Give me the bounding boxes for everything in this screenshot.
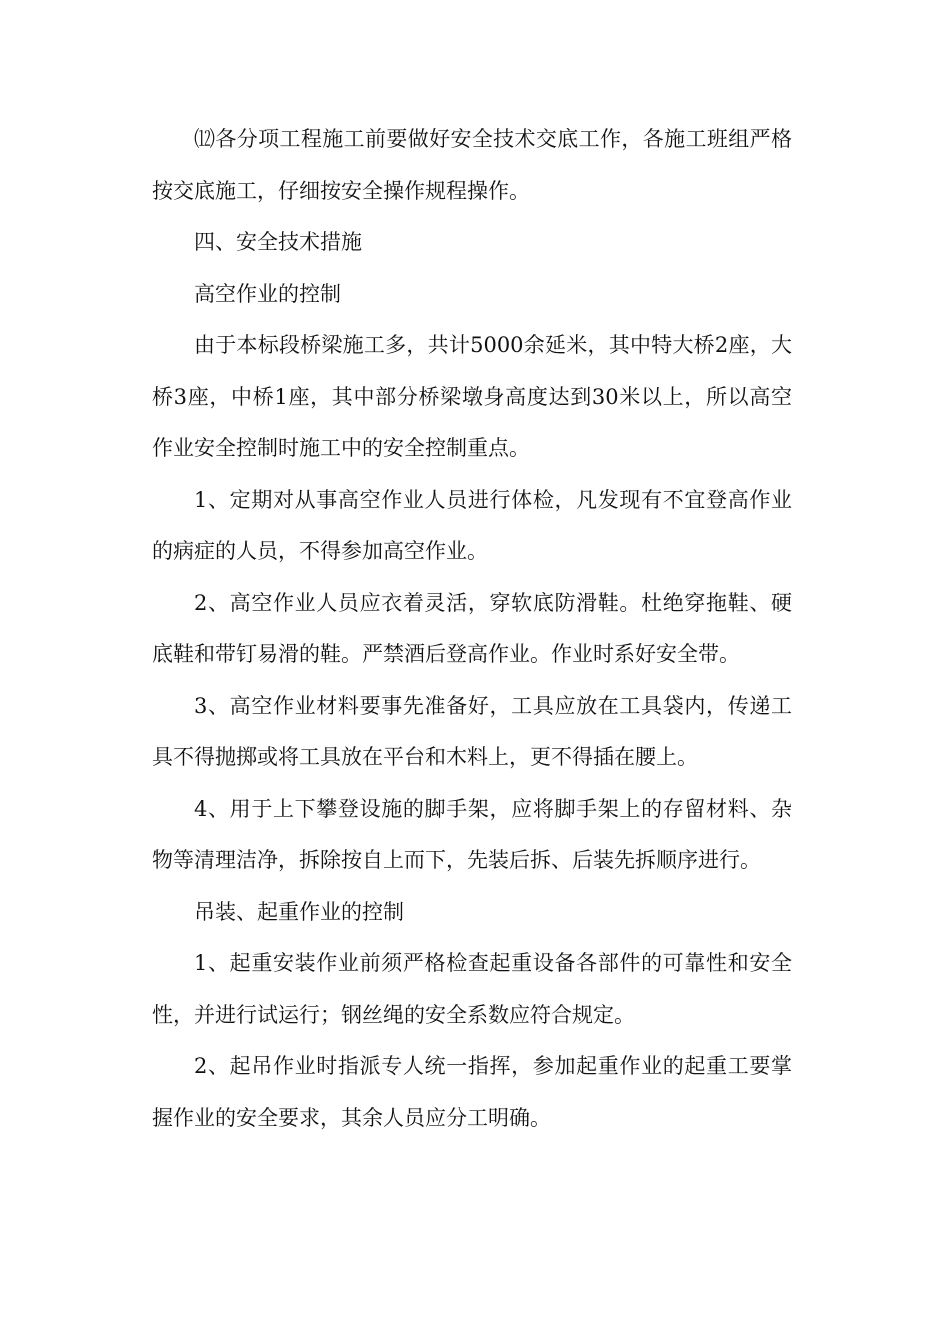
document-body: [152, 114, 792, 1144]
paragraph-rule-1-health-check: 1、定期对从事高空作业人员进行体检，凡发现有不宜登高作业的病症的人员，不得参加高空作业。: [152, 487, 792, 563]
paragraph-rule-2-clothing: 2、高空作业人员应衣着灵活，穿软底防滑鞋。杜绝穿拖鞋、硬底鞋和带钉易滑的鞋。严禁酒后登高作业。作业时系好安全带。: [152, 590, 792, 666]
paragraph-item-12-disclosure: ⑿各分项工程施工前要做好安全技术交底工作，各施工班组严格按交底施工，仔细按安全操作规程操作。: [152, 127, 792, 203]
paragraph-rule-3-tools: 3、高空作业材料要事先准备好，工具应放在工具袋内，传递工具不得抛掷或将工具放在平台和木料上，更不得插在腰上。: [152, 693, 792, 769]
subheading-high-altitude-work: 高空作业的控制: [194, 281, 341, 306]
subheading-lifting-work: 吊装、起重作业的控制: [194, 899, 404, 924]
section-heading-safety-measures: 四、安全技术措施: [194, 230, 362, 254]
paragraph-bridge-overview: 由于本标段桥梁施工多，共计5000余延米，其中特大桥2座，大桥3座，中桥1座，其中部分桥梁墩身高度达到30米以上，所以高空作业安全控制时施工中的安全控制重点。: [152, 333, 792, 460]
paragraph-lifting-rule-1: 1、起重安装作业前须严格检查起重设备各部件的可靠性和安全性，并进行试运行；钢丝绳的安全系数应符合规定。: [152, 951, 792, 1027]
paragraph-rule-4-scaffold: 4、用于上下攀登设施的脚手架，应将脚手架上的存留材料、杂物等清理洁净，拆除按自上而下，先装后拆、后装先拆顺序进行。: [152, 796, 792, 872]
paragraph-lifting-rule-2: 2、起吊作业时指派专人统一指挥，参加起重作业的起重工要掌握作业的安全要求，其余人员应分工明确。: [152, 1054, 792, 1130]
